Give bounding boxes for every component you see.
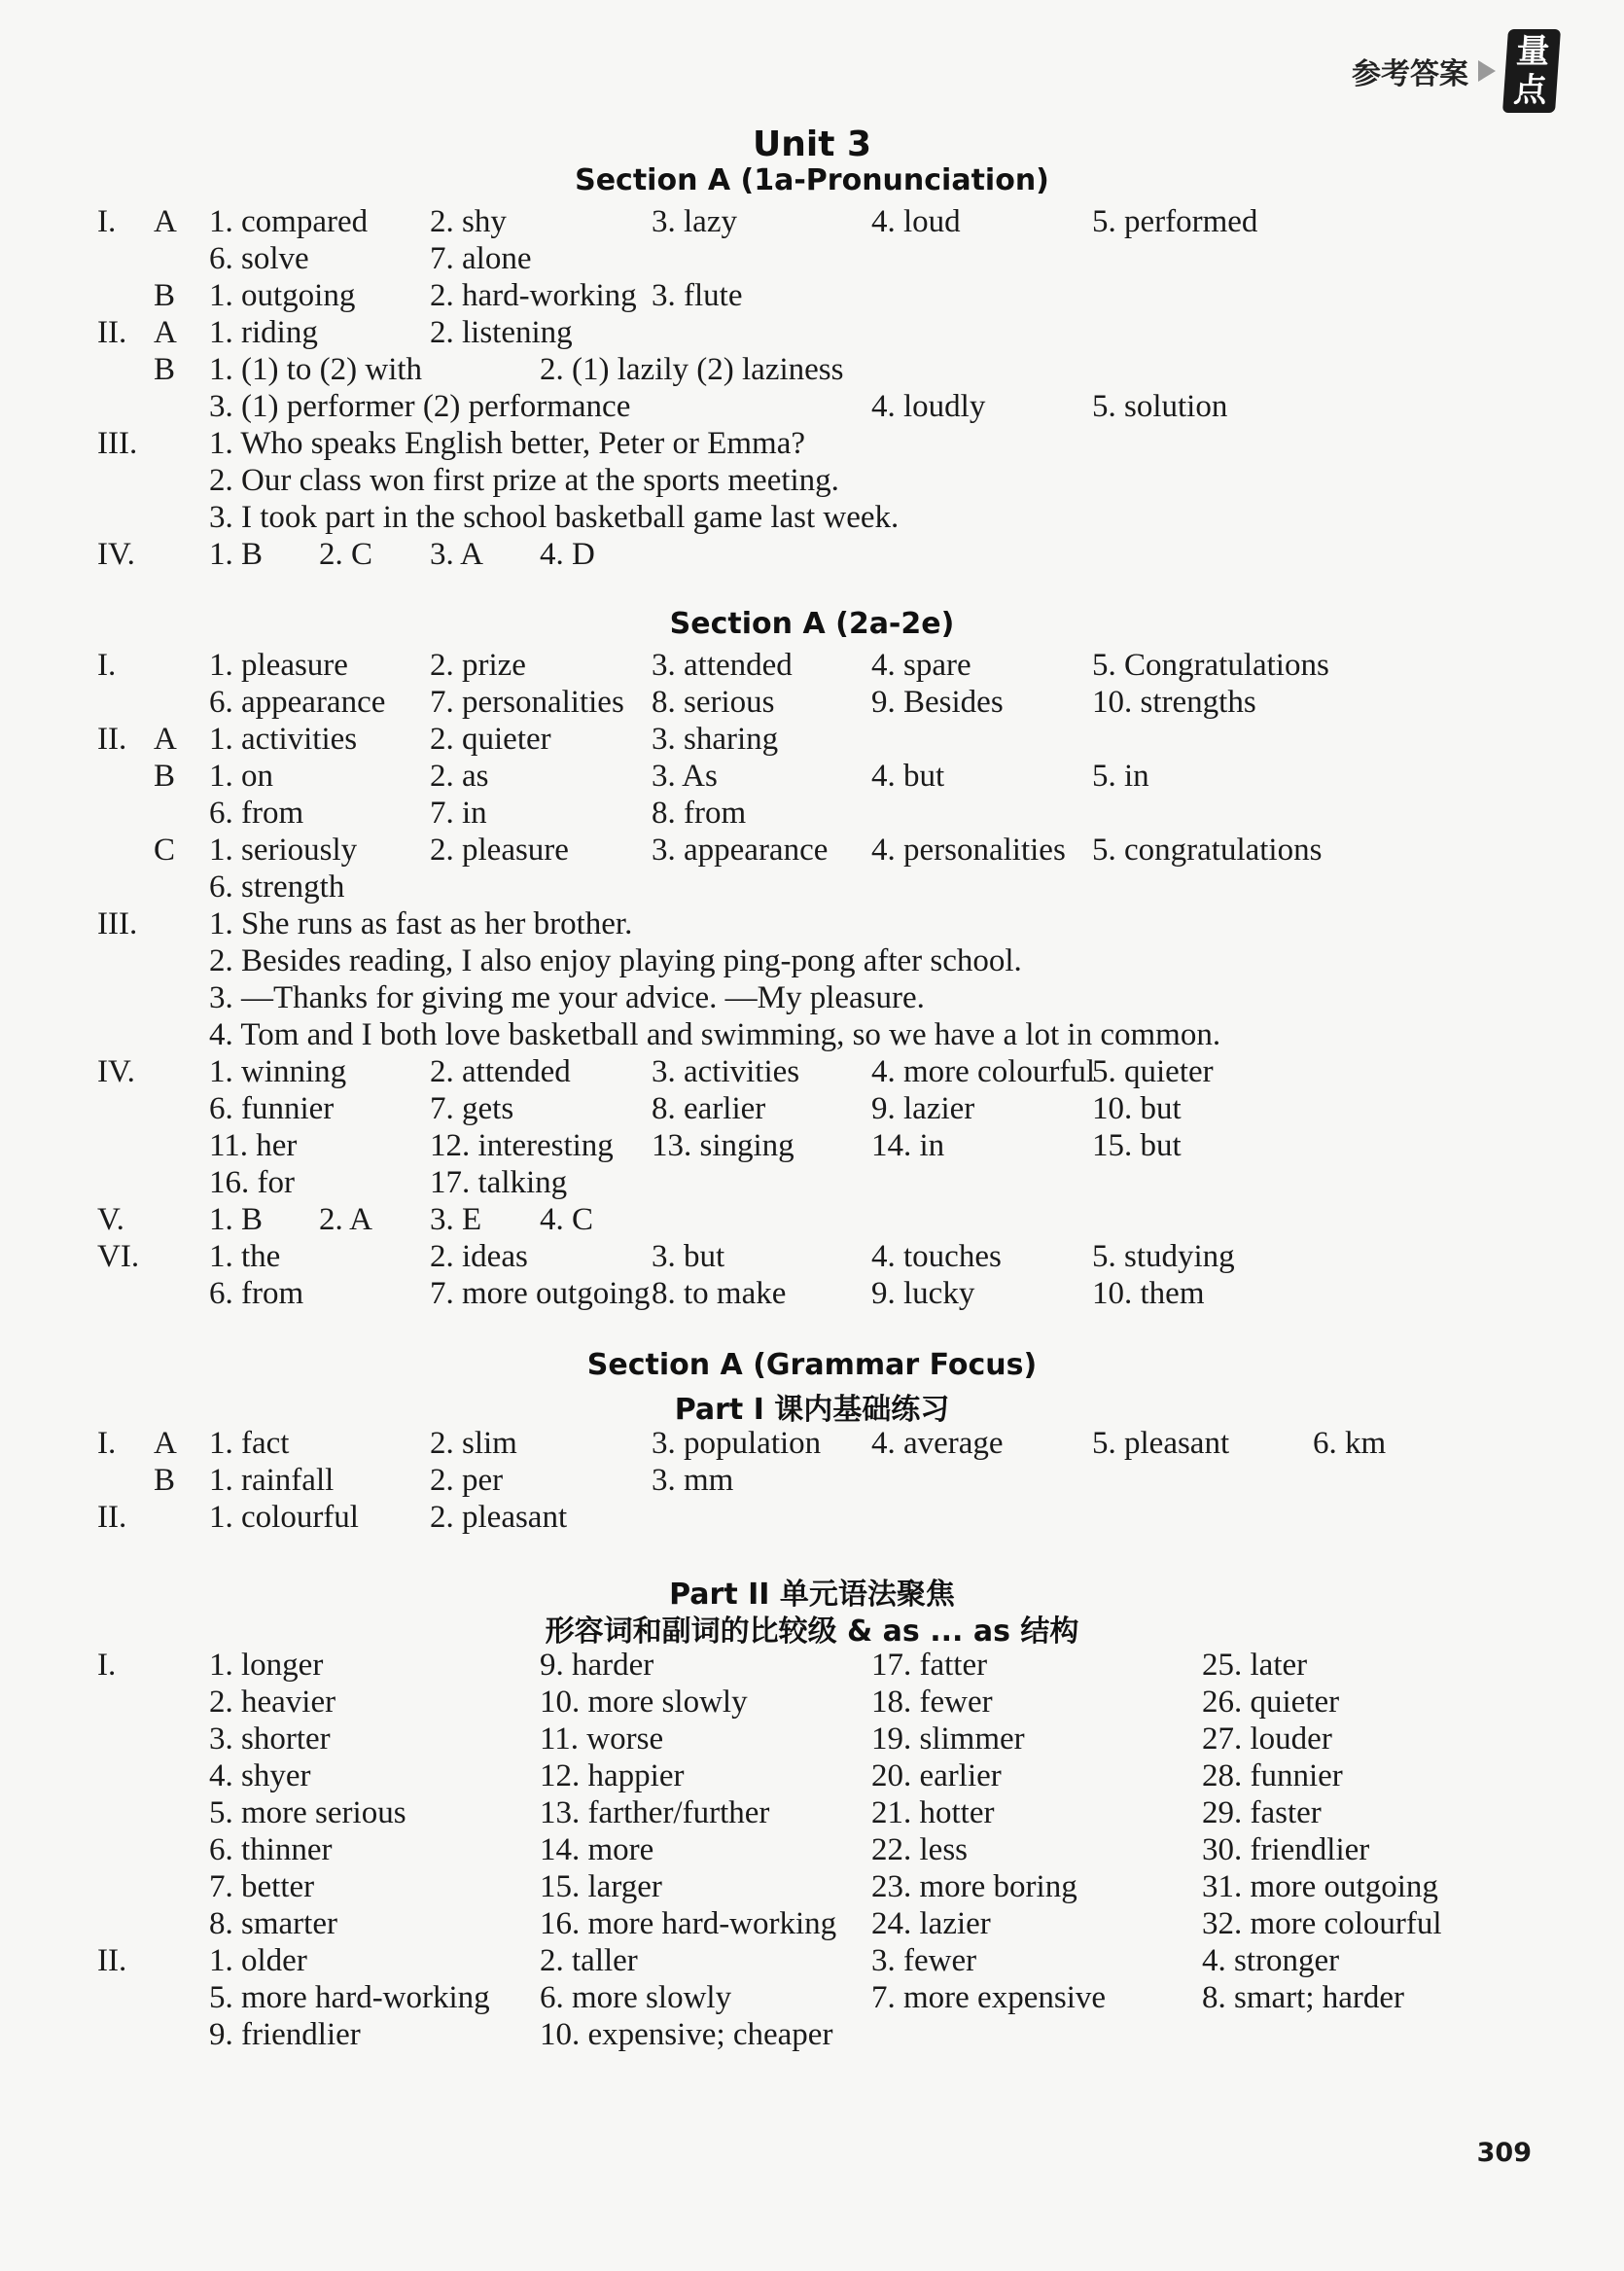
answer-item: 2. heavier xyxy=(209,1685,336,1720)
answer-row xyxy=(0,1757,1624,1794)
answer-item: 2. ideas xyxy=(430,1239,528,1274)
answer-item: 2. prize xyxy=(430,648,526,683)
answer-item: 20. earlier xyxy=(871,1758,1002,1793)
answer-item: 9. lucky xyxy=(871,1276,975,1311)
answer-item: 6. more slowly xyxy=(540,1980,732,2015)
brand-logo xyxy=(1502,29,1561,113)
answer-item: 3. population xyxy=(652,1426,822,1461)
answer-item: 31. more outgoing xyxy=(1202,1869,1438,1904)
answer-item: 8. smart; harder xyxy=(1202,1980,1405,2015)
page-number: 309 xyxy=(1476,2138,1532,2168)
answer-row xyxy=(0,795,1624,832)
roman-label: II. xyxy=(97,1500,127,1535)
answer-row xyxy=(0,1942,1624,1979)
answer-item: 8. from xyxy=(652,796,747,831)
answer-item: 28. funnier xyxy=(1202,1758,1343,1793)
answer-item: 1. B xyxy=(209,1202,264,1237)
answer-row xyxy=(0,1425,1624,1462)
answer-row xyxy=(0,203,1624,240)
answer-item: 17. talking xyxy=(430,1165,568,1200)
answer-sentence: 3. —Thanks for giving me your advice. —My pleasure. xyxy=(209,980,925,1015)
answer-item: 2. shy xyxy=(430,204,507,239)
answer-item: 3. mm xyxy=(652,1463,734,1498)
roman-label: II. xyxy=(97,315,127,350)
roman-label: I. xyxy=(97,1426,117,1461)
answer-item: 1. activities xyxy=(209,722,358,757)
answer-item: 1. rainfall xyxy=(209,1463,335,1498)
logo-text-top: 量 xyxy=(1515,32,1551,71)
answer-row xyxy=(0,1238,1624,1275)
answer-item: 3. E xyxy=(430,1202,482,1237)
section-title: Section A (Grammar Focus) xyxy=(586,1348,1038,1382)
answer-item: 2. pleasant xyxy=(430,1500,568,1535)
answer-item: 12. interesting xyxy=(430,1128,614,1163)
answer-item: 7. in xyxy=(430,796,487,831)
page-header xyxy=(1352,29,1558,113)
answer-item: 2. attended xyxy=(430,1054,571,1089)
answer-item: 10. them xyxy=(1092,1276,1205,1311)
answer-item: 7. more outgoing xyxy=(430,1276,651,1311)
answer-item: 5. in xyxy=(1092,759,1149,794)
answer-row xyxy=(0,942,1624,979)
answer-item: 19. slimmer xyxy=(871,1721,1025,1756)
answer-item: 8. serious xyxy=(652,685,775,720)
answer-row xyxy=(0,425,1624,462)
answer-item: 3. attended xyxy=(652,648,793,683)
answer-item: 3. appearance xyxy=(652,833,829,868)
answer-item: 6. appearance xyxy=(209,685,386,720)
roman-label: III. xyxy=(97,906,138,941)
answer-item: 5. studying xyxy=(1092,1239,1235,1274)
answer-row xyxy=(0,462,1624,499)
answer-item: 1. B xyxy=(209,537,264,572)
answer-sentence: 1. She runs as fast as her brother. xyxy=(209,906,633,941)
answer-row xyxy=(0,1721,1624,1757)
answer-item: 9. Besides xyxy=(871,685,1004,720)
answer-row xyxy=(0,240,1624,277)
answer-row xyxy=(0,1462,1624,1499)
answer-item: 10. but xyxy=(1092,1091,1182,1126)
section-title: Section A (2a-2e) xyxy=(669,607,955,641)
answer-row xyxy=(0,1647,1624,1684)
answer-row xyxy=(0,869,1624,905)
answer-item: 9. friendlier xyxy=(209,2017,361,2052)
letter-label: A xyxy=(154,315,177,350)
answer-item: 3. (1) performer (2) performance xyxy=(209,389,631,424)
roman-label: V. xyxy=(97,1202,124,1237)
answer-item: 3. As xyxy=(652,759,718,794)
answer-item: 8. smarter xyxy=(209,1906,337,1941)
answer-item: 1. fact xyxy=(209,1426,290,1461)
answer-row xyxy=(0,499,1624,536)
letter-label: A xyxy=(154,1426,177,1461)
answer-item: 4. personalities xyxy=(871,833,1066,868)
logo-text-bottom: 点 xyxy=(1512,71,1548,110)
answer-row xyxy=(0,1275,1624,1312)
section-subtitle: Part I 课内基础练习 xyxy=(674,1393,950,1427)
answer-item: 15. larger xyxy=(540,1869,662,1904)
answer-item: 8. to make xyxy=(652,1276,787,1311)
answer-item: 6. funnier xyxy=(209,1091,335,1126)
answer-item: 6. strength xyxy=(209,869,345,905)
answer-row xyxy=(0,1794,1624,1831)
answer-item: 4. average xyxy=(871,1426,1004,1461)
answer-item: 26. quieter xyxy=(1202,1685,1340,1720)
letter-label: B xyxy=(154,352,176,387)
answer-item: 10. expensive; cheaper xyxy=(540,2017,833,2052)
letter-label: B xyxy=(154,278,176,313)
answer-item: 6. from xyxy=(209,1276,304,1311)
answer-item: 14. in xyxy=(871,1128,945,1163)
answer-item: 7. personalities xyxy=(430,685,624,720)
answer-row xyxy=(0,721,1624,758)
roman-label: IV. xyxy=(97,1054,135,1089)
roman-label: VI. xyxy=(97,1239,140,1274)
answer-item: 7. better xyxy=(209,1869,315,1904)
answer-item: 4. loudly xyxy=(871,389,986,424)
answer-item: 1. outgoing xyxy=(209,278,356,313)
answer-item: 3. activities xyxy=(652,1054,800,1089)
answer-sentence: 4. Tom and I both love basketball and swimming, so we have a lot in common. xyxy=(209,1017,1221,1052)
answer-row xyxy=(0,277,1624,314)
answer-sentence: 1. Who speaks English better, Peter or Emma? xyxy=(209,426,805,461)
answer-item: 3. shorter xyxy=(209,1721,331,1756)
answer-item: 3. lazy xyxy=(652,204,737,239)
answer-row xyxy=(0,832,1624,869)
roman-label: I. xyxy=(97,648,117,683)
answer-item: 4. touches xyxy=(871,1239,1002,1274)
section-subtitle: 形容词和副词的比较级 & as ... as 结构 xyxy=(545,1615,1079,1649)
letter-label: A xyxy=(154,204,177,239)
answer-row xyxy=(0,314,1624,351)
answer-item: 13. singing xyxy=(652,1128,794,1163)
unit-title: Unit 3 xyxy=(753,124,871,164)
answer-item: 2. pleasure xyxy=(430,833,569,868)
answer-item: 2. per xyxy=(430,1463,504,1498)
answer-item: 2. C xyxy=(319,537,373,572)
answer-row xyxy=(0,1090,1624,1127)
answer-item: 32. more colourful xyxy=(1202,1906,1442,1941)
answer-row xyxy=(0,1016,1624,1053)
answer-item: 2. listening xyxy=(430,315,573,350)
answer-row xyxy=(0,536,1624,573)
roman-label: I. xyxy=(97,1648,117,1683)
answer-row xyxy=(0,2016,1624,2053)
answer-item: 1. (1) to (2) with xyxy=(209,352,423,387)
answer-item: 23. more boring xyxy=(871,1869,1077,1904)
answer-item: 1. longer xyxy=(209,1648,324,1683)
answer-item: 9. lazier xyxy=(871,1091,975,1126)
answer-row xyxy=(0,647,1624,684)
arrow-right-icon xyxy=(1478,60,1496,82)
answer-item: 2. slim xyxy=(430,1426,517,1461)
header-label: 参考答案 xyxy=(1352,57,1468,91)
answer-item: 16. for xyxy=(209,1165,295,1200)
answer-item: 18. fewer xyxy=(871,1685,993,1720)
answer-item: 2. as xyxy=(430,759,489,794)
roman-label: III. xyxy=(97,426,138,461)
answer-item: 6. from xyxy=(209,796,304,831)
roman-label: II. xyxy=(97,722,127,757)
answer-sentence: 2. Our class won first prize at the sports meeting. xyxy=(209,463,839,498)
answer-item: 1. seriously xyxy=(209,833,358,868)
answer-item: 21. hotter xyxy=(871,1795,995,1830)
answer-item: 5. solution xyxy=(1092,389,1228,424)
answer-row xyxy=(0,1831,1624,1868)
answer-row xyxy=(0,1684,1624,1721)
answer-item: 4. more colourful xyxy=(871,1054,1096,1089)
answer-item: 11. worse xyxy=(540,1721,664,1756)
answer-item: 30. friendlier xyxy=(1202,1832,1370,1867)
answer-row xyxy=(0,1164,1624,1201)
answer-item: 5. more hard-working xyxy=(209,1980,490,2015)
answer-item: 10. strengths xyxy=(1092,685,1256,720)
answer-item: 2. hard-working xyxy=(430,278,637,313)
answer-row xyxy=(0,1127,1624,1164)
answer-item: 12. happier xyxy=(540,1758,685,1793)
answer-row xyxy=(0,1868,1624,1905)
answer-item: 6. thinner xyxy=(209,1832,333,1867)
answer-row xyxy=(0,351,1624,388)
answer-item: 5. pleasant xyxy=(1092,1426,1230,1461)
answer-item: 11. her xyxy=(209,1128,298,1163)
answer-item: 4. spare xyxy=(871,648,971,683)
answer-item: 2. (1) lazily (2) laziness xyxy=(540,352,844,387)
answer-item: 1. colourful xyxy=(209,1500,359,1535)
answer-item: 7. more expensive xyxy=(871,1980,1107,2015)
answer-item: 16. more hard-working xyxy=(540,1906,837,1941)
answer-sentence: 2. Besides reading, I also enjoy playing ping-pong after school. xyxy=(209,943,1022,978)
answer-item: 1. compared xyxy=(209,204,369,239)
answer-row xyxy=(0,979,1624,1016)
answer-item: 1. winning xyxy=(209,1054,347,1089)
answer-item: 7. gets xyxy=(430,1091,514,1126)
answer-sentence: 3. I took part in the school basketball game last week. xyxy=(209,500,900,535)
answer-row xyxy=(0,388,1624,425)
answer-item: 3. but xyxy=(652,1239,725,1274)
answer-item: 5. congratulations xyxy=(1092,833,1323,868)
answer-item: 2. quieter xyxy=(430,722,551,757)
section-title: Part II 单元语法聚焦 xyxy=(669,1578,955,1612)
letter-label: B xyxy=(154,759,176,794)
answer-item: 4. C xyxy=(540,1202,594,1237)
answer-item: 5. more serious xyxy=(209,1795,406,1830)
answer-item: 3. flute xyxy=(652,278,743,313)
answer-row xyxy=(0,1201,1624,1238)
answer-item: 25. later xyxy=(1202,1648,1308,1683)
roman-label: IV. xyxy=(97,537,135,572)
roman-label: II. xyxy=(97,1943,127,1978)
answer-item: 5. quieter xyxy=(1092,1054,1214,1089)
answer-item: 1. older xyxy=(209,1943,307,1978)
answer-item: 3. A xyxy=(430,537,484,572)
answer-item: 1. pleasure xyxy=(209,648,348,683)
answer-item: 9. harder xyxy=(540,1648,654,1683)
answer-item: 8. earlier xyxy=(652,1091,766,1126)
answer-item: 1. riding xyxy=(209,315,318,350)
answer-row xyxy=(0,1905,1624,1942)
answer-item: 22. less xyxy=(871,1832,968,1867)
answer-item: 4. loud xyxy=(871,204,961,239)
answer-item: 1. the xyxy=(209,1239,281,1274)
answer-item: 5. Congratulations xyxy=(1092,648,1329,683)
answer-row xyxy=(0,758,1624,795)
answer-item: 6. km xyxy=(1313,1426,1387,1461)
section-title: Section A (1a-Pronunciation) xyxy=(575,163,1049,197)
answer-item: 2. A xyxy=(319,1202,373,1237)
answer-item: 29. faster xyxy=(1202,1795,1322,1830)
answer-item: 5. performed xyxy=(1092,204,1258,239)
answer-item: 2. taller xyxy=(540,1943,638,1978)
answer-item: 14. more xyxy=(540,1832,654,1867)
answer-item: 4. shyer xyxy=(209,1758,311,1793)
answer-row xyxy=(0,905,1624,942)
answer-row xyxy=(0,1053,1624,1090)
answer-item: 4. but xyxy=(871,759,945,794)
answer-row xyxy=(0,684,1624,721)
letter-label: A xyxy=(154,722,177,757)
answer-item: 3. sharing xyxy=(652,722,779,757)
answer-row xyxy=(0,1979,1624,2016)
answer-row xyxy=(0,1499,1624,1536)
answer-item: 4. D xyxy=(540,537,595,572)
answer-item: 10. more slowly xyxy=(540,1685,748,1720)
roman-label: I. xyxy=(97,204,117,239)
answer-item: 1. on xyxy=(209,759,273,794)
answer-item: 3. fewer xyxy=(871,1943,977,1978)
answer-item: 4. stronger xyxy=(1202,1943,1340,1978)
answer-item: 17. fatter xyxy=(871,1648,988,1683)
letter-label: B xyxy=(154,1463,176,1498)
answer-item: 24. lazier xyxy=(871,1906,991,1941)
answer-item: 27. louder xyxy=(1202,1721,1332,1756)
answer-item: 7. alone xyxy=(430,241,532,276)
answer-item: 15. but xyxy=(1092,1128,1182,1163)
answer-item: 13. farther/further xyxy=(540,1795,770,1830)
letter-label: C xyxy=(154,833,176,868)
answer-item: 6. solve xyxy=(209,241,309,276)
